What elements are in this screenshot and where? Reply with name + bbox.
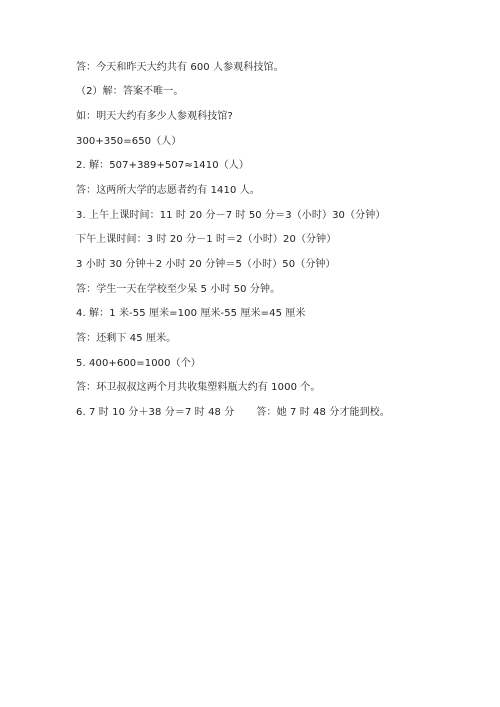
example-question: 如：明天大约有多少人参观科技馆? [76, 111, 233, 122]
answer-line-length: 答：还剩下 45 厘米。 [76, 333, 177, 344]
calc-line-3: 300+350=650（人） [76, 136, 182, 147]
calc-line-bottles: 5. 400+600=1000（个） [76, 358, 201, 369]
answer-line-bottles: 答：环卫叔叔这两个月共收集塑料瓶大约有 1000 个。 [76, 382, 321, 393]
calc-arrival-time: 6. 7 时 10 分＋38 分＝7 时 48 分 [76, 407, 235, 418]
solution-line-length: 4. 解：1 米-55 厘米=100 厘米-55 厘米=45 厘米 [76, 308, 306, 319]
answer-arrival-time: 答：她 7 时 48 分才能到校。 [256, 407, 390, 418]
answer-line-5: 答：这两所大学的志愿者约有 1410 人。 [76, 185, 260, 196]
solution-line-2: （2）解：答案不唯一。 [76, 86, 184, 97]
last-line [76, 406, 390, 420]
answer-line-1: 答：今天和昨天大约共有 600 人参观科技馆。 [76, 62, 284, 73]
answer-line-time: 答：学生一天在学校至少呆 5 小时 50 分钟。 [76, 284, 281, 295]
solution-line-4: 2. 解：507+389+507≈1410（人） [76, 160, 249, 171]
morning-time-line: 3. 上午上课时间：11 时 20 分－7 时 50 分＝3（小时）30（分钟） [76, 210, 386, 221]
afternoon-time-line: 下午上课时间：3 时 20 分－1 时＝2（小时）20（分钟） [76, 234, 337, 245]
total-time-line: 3 小时 30 分钟＋2 小时 20 分钟＝5（小时）50（分钟） [76, 259, 336, 270]
